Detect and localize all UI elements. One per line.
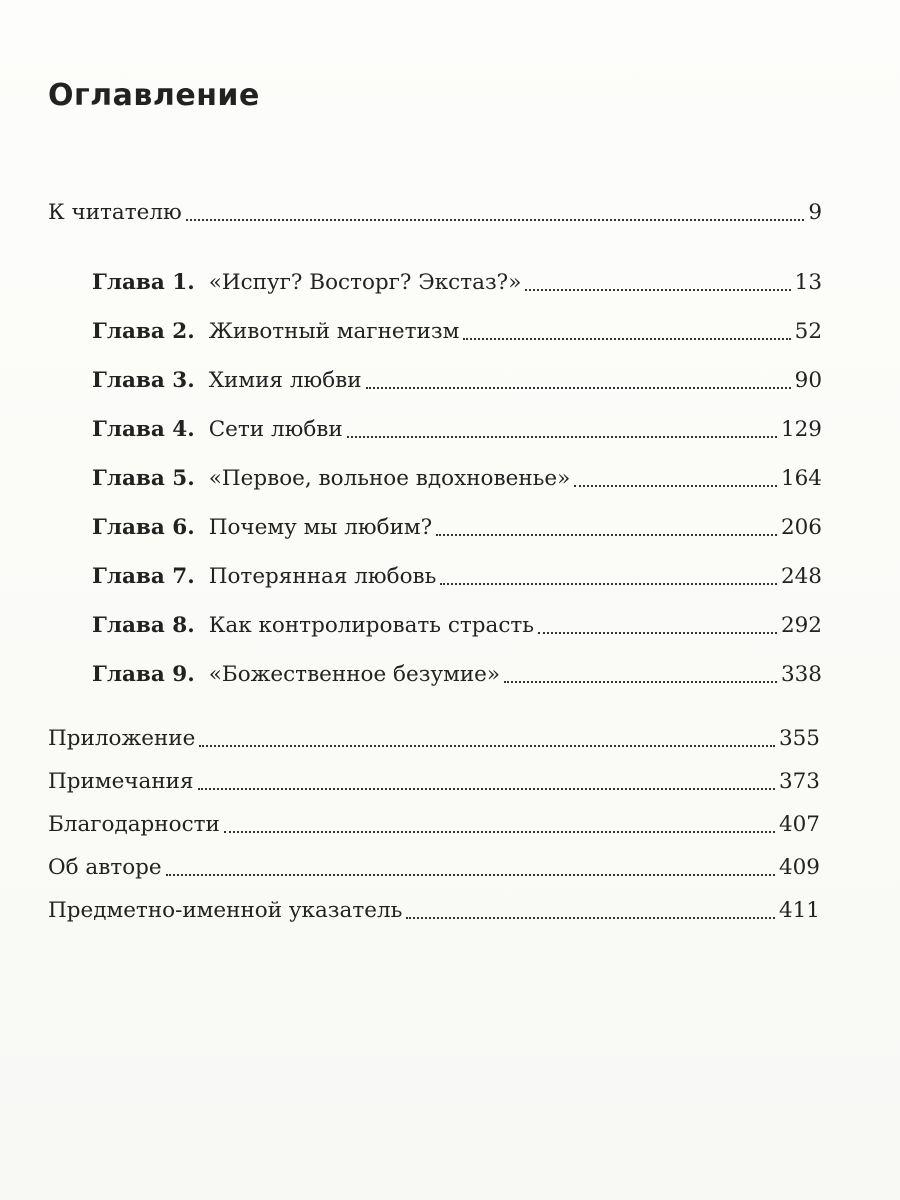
entry-title: Примечания bbox=[48, 769, 194, 794]
entry-title-group bbox=[92, 511, 432, 545]
entry-title: Как контролировать страсть bbox=[208, 613, 534, 638]
dot-leader bbox=[186, 219, 805, 221]
entry-page-number: 129 bbox=[780, 417, 822, 442]
entry-title-group bbox=[92, 364, 362, 398]
dot-leader bbox=[366, 387, 791, 389]
dot-leader bbox=[406, 917, 775, 919]
toc-entry-about-author[interactable] bbox=[48, 851, 820, 885]
entry-page-number: 52 bbox=[794, 319, 822, 344]
entry-page-number: 409 bbox=[778, 855, 820, 880]
entry-page-number: 206 bbox=[780, 515, 822, 540]
entry-title: Сети любви bbox=[208, 417, 343, 442]
entry-title: Предметно-именной указатель bbox=[48, 898, 403, 923]
dot-leader bbox=[574, 485, 777, 487]
dot-leader bbox=[538, 632, 777, 634]
entry-title-group bbox=[92, 658, 500, 692]
entry-title: «Божественное безумие» bbox=[208, 662, 501, 687]
entry-page-number: 248 bbox=[780, 564, 822, 589]
entry-title: К читателю bbox=[48, 200, 182, 225]
dot-leader bbox=[224, 831, 775, 833]
dot-leader bbox=[199, 745, 775, 747]
dot-leader bbox=[347, 436, 777, 438]
toc-entry-chapter-1[interactable] bbox=[92, 266, 822, 300]
chapter-prefix: Глава 4. bbox=[92, 417, 195, 442]
entry-title: «Первое, вольное вдохновенье» bbox=[208, 466, 571, 491]
chapter-prefix: Глава 6. bbox=[92, 515, 195, 540]
entry-page-number: 9 bbox=[808, 200, 822, 225]
entry-page-number: 13 bbox=[794, 270, 822, 295]
entry-title: Приложение bbox=[48, 726, 196, 751]
toc-entry-chapter-8[interactable] bbox=[92, 609, 822, 643]
chapter-prefix: Глава 5. bbox=[92, 466, 195, 491]
entry-title-group bbox=[92, 266, 521, 300]
toc-entry-chapter-2[interactable] bbox=[92, 315, 822, 349]
entry-title-group bbox=[92, 315, 459, 349]
dot-leader bbox=[440, 583, 777, 585]
dot-leader bbox=[166, 874, 775, 876]
chapter-prefix: Глава 7. bbox=[92, 564, 195, 589]
toc-entry-appendix[interactable] bbox=[48, 722, 820, 756]
entry-title-group bbox=[92, 609, 534, 643]
dot-leader bbox=[463, 338, 790, 340]
toc-entry-chapter-4[interactable] bbox=[92, 413, 822, 447]
dot-leader bbox=[198, 788, 775, 790]
entry-title: Животный магнетизм bbox=[208, 319, 460, 344]
toc-entry-chapter-6[interactable] bbox=[92, 511, 822, 545]
entry-title-group bbox=[92, 560, 436, 594]
entry-page-number: 373 bbox=[778, 769, 820, 794]
entry-title: Благодарности bbox=[48, 812, 220, 837]
chapter-prefix: Глава 8. bbox=[92, 613, 195, 638]
entry-title-group bbox=[92, 413, 343, 447]
entry-page-number: 411 bbox=[778, 898, 820, 923]
chapter-prefix: Глава 3. bbox=[92, 368, 195, 393]
dot-leader bbox=[504, 681, 777, 683]
entry-page-number: 90 bbox=[794, 368, 822, 393]
toc-entry-chapter-5[interactable] bbox=[92, 462, 822, 496]
entry-page-number: 164 bbox=[780, 466, 822, 491]
entry-title: Химия любви bbox=[208, 368, 362, 393]
toc-entry-intro[interactable] bbox=[48, 196, 822, 230]
entry-page-number: 338 bbox=[780, 662, 822, 687]
toc-entry-chapter-9[interactable] bbox=[92, 658, 822, 692]
dot-leader bbox=[436, 534, 777, 536]
entry-title: Об авторе bbox=[48, 855, 162, 880]
toc-entry-chapter-7[interactable] bbox=[92, 560, 822, 594]
entry-title-group bbox=[92, 462, 570, 496]
chapter-prefix: Глава 9. bbox=[92, 662, 195, 687]
toc-entry-notes[interactable] bbox=[48, 765, 820, 799]
entry-title: Потерянная любовь bbox=[208, 564, 437, 589]
entry-page-number: 355 bbox=[778, 726, 820, 751]
entry-title: «Испуг? Восторг? Экстаз?» bbox=[208, 270, 522, 295]
toc-entry-index[interactable] bbox=[48, 894, 820, 928]
chapter-prefix: Глава 2. bbox=[92, 319, 195, 344]
toc-entry-chapter-3[interactable] bbox=[92, 364, 822, 398]
entry-page-number: 292 bbox=[780, 613, 822, 638]
chapter-prefix: Глава 1. bbox=[92, 270, 195, 295]
toc-entry-acknowledgments[interactable] bbox=[48, 808, 820, 842]
entry-title: Почему мы любим? bbox=[208, 515, 433, 540]
dot-leader bbox=[525, 289, 790, 291]
entry-page-number: 407 bbox=[778, 812, 820, 837]
toc-heading: Оглавление bbox=[48, 78, 260, 113]
